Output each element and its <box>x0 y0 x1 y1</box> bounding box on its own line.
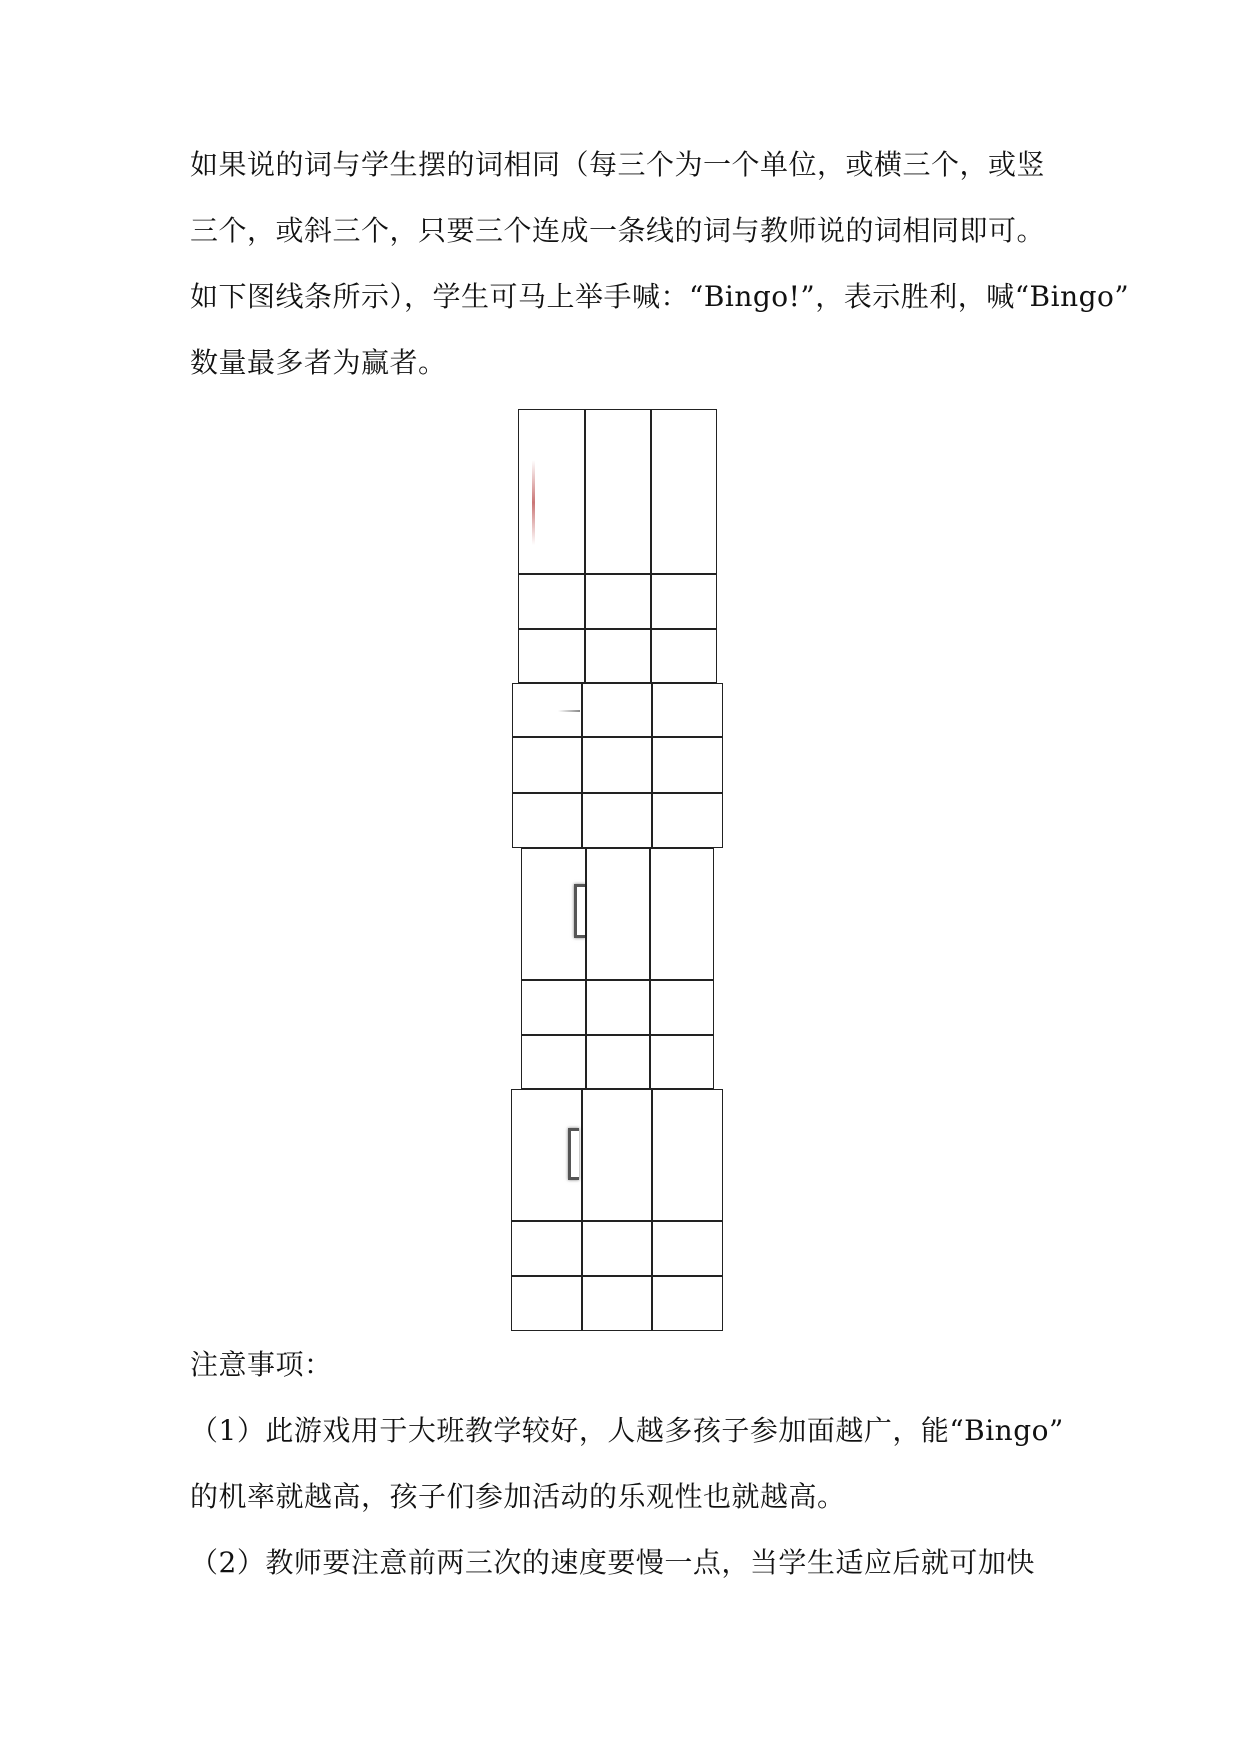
scan-artifact <box>532 460 535 545</box>
bingo-grid-3 <box>521 848 714 1089</box>
scan-artifact <box>568 1128 579 1180</box>
scan-artifact <box>574 884 585 938</box>
notes-section <box>190 1332 1070 1596</box>
intro-paragraph <box>190 132 1130 396</box>
notes-line-1: （1）此游戏用于大班教学较好，人越多孩子参加面越广，能“Bingo” <box>190 1414 1064 1447</box>
notes-line-3: （2）教师要注意前两三次的速度要慢一点，当学生适应后就可加快 <box>190 1546 1035 1579</box>
bingo-grid-4 <box>511 1089 723 1331</box>
intro-line-1: 如果说的词与学生摆的词相同（每三个为一个单位，或横三个，或竖 <box>190 148 1046 181</box>
notes-line-2: 的机率就越高，孩子们参加活动的乐观性也就越高。 <box>190 1480 846 1513</box>
intro-line-2: 三个，或斜三个，只要三个连成一条线的词与教师说的词相同即可。 <box>190 214 1046 247</box>
bingo-grid-1 <box>518 409 717 683</box>
intro-line-4: 数量最多者为赢者。 <box>190 346 447 379</box>
scan-artifact <box>558 710 580 712</box>
notes-heading: 注意事项： <box>190 1348 333 1381</box>
intro-line-3: 如下图线条所示），学生可马上举手喊：“Bingo!”，表示胜利，喊“Bingo” <box>190 280 1130 313</box>
bingo-grid-2 <box>512 683 723 848</box>
